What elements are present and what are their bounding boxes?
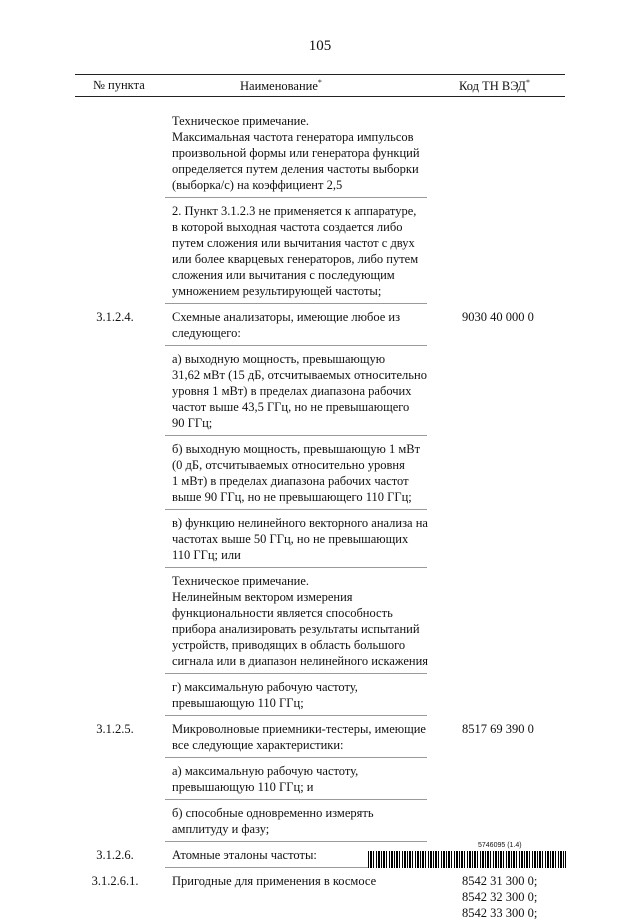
description-line: все следующие характеристики: [172, 738, 344, 752]
description-line: 90 ГГц; [172, 416, 213, 430]
row-divider [165, 799, 427, 800]
description-line: б) выходную мощность, превышающую 1 мВт [172, 442, 421, 456]
description-line: превышающую 110 ГГц; [172, 696, 304, 710]
code-line: 8542 32 300 0; [462, 890, 538, 904]
description-line: амплитуду и фазу; [172, 822, 270, 836]
description-line: а) выходную мощность, превышающую [172, 352, 386, 366]
description-line: а) максимальную рабочую частоту, [172, 764, 359, 778]
item-code [462, 309, 562, 325]
barcode-icon [368, 851, 566, 868]
row-divider [165, 757, 427, 758]
description-line: б) способные одновременно измерять [172, 806, 374, 820]
description-line: 2. Пункт 3.1.2.3 не применяется к аппаратуре, [172, 204, 417, 218]
description-line: 1 мВт) в пределах диапазона рабочих частот [172, 474, 409, 488]
description-line: 110 ГГц; или [172, 548, 241, 562]
description-line: произвольной формы или генератора функций [172, 146, 420, 160]
row-divider [165, 303, 427, 304]
item-code [462, 721, 562, 737]
row-divider [165, 345, 427, 346]
description-line: функциональности является способность [172, 606, 393, 620]
item-description [172, 573, 452, 669]
item-description [172, 309, 452, 341]
item-description [172, 873, 452, 889]
description-line: следующего: [172, 326, 241, 340]
description-line: (0 дБ, отсчитываемых относительно уровня [172, 458, 405, 472]
item-number: 3.1.2.4. [96, 310, 134, 324]
description-line: определяется путем деления частоты выборки [172, 162, 419, 176]
code-line: 9030 40 000 0 [462, 310, 534, 324]
description-line: Микроволновые приемники-тестеры, имеющие [172, 722, 426, 736]
description-line: 31,62 мВт (15 дБ, отсчитываемых относительно [172, 368, 427, 382]
description-line: Максимальная частота генератора импульсов [172, 130, 414, 144]
description-line: в) функцию нелинейного векторного анализа на [172, 516, 428, 530]
code-line: 8542 33 300 0; [462, 906, 538, 920]
description-line: частотах выше 50 ГГц, но не превышающих [172, 532, 409, 546]
description-line: Техническое примечание. [172, 574, 310, 588]
description-line: выше 90 ГГц, но не превышающего 110 ГГц; [172, 490, 412, 504]
item-number: 3.1.2.5. [96, 722, 134, 736]
item-description [172, 763, 452, 795]
item-code [462, 873, 562, 921]
item-description [172, 203, 452, 299]
header-item-number: № пункта [93, 78, 145, 92]
description-line: прибора анализировать результаты испытаний [172, 622, 420, 636]
description-line: устройств, приводящих в область большого [172, 638, 406, 652]
code-line: 8542 31 300 0; [462, 874, 538, 888]
item-description [172, 721, 452, 753]
description-line: превышающую 110 ГГц; и [172, 780, 314, 794]
item-description [172, 351, 452, 431]
description-line: сложения или вычитания с последующим [172, 268, 395, 282]
footnote-mark: * [525, 78, 530, 87]
header-rule-bottom [75, 96, 565, 97]
header-rule-top [75, 74, 565, 75]
description-line: Нелинейным вектором измерения [172, 590, 353, 604]
item-description [172, 805, 452, 837]
description-line: или более кварцевых генераторов, либо путем [172, 252, 419, 266]
barcode-number: 5746095 (1.4) [478, 842, 522, 849]
row-divider [165, 567, 427, 568]
item-description [172, 679, 452, 711]
item-number: 3.1.2.6. [96, 848, 134, 862]
header-code: Код ТН ВЭД* [459, 78, 530, 94]
row-divider [165, 715, 427, 716]
description-line: умножением результирующей частоты; [172, 284, 382, 298]
row-divider [165, 673, 427, 674]
code-line: 8517 69 390 0 [462, 722, 534, 736]
row-divider [165, 197, 427, 198]
row-divider [165, 509, 427, 510]
description-line: г) максимальную рабочую частоту, [172, 680, 358, 694]
row-divider [165, 435, 427, 436]
description-line: Пригодные для применения в космосе [172, 874, 377, 888]
description-line: уровня 1 мВт) в пределах диапазона рабочих [172, 384, 412, 398]
item-description [172, 441, 452, 505]
description-line: Техническое примечание. [172, 114, 310, 128]
item-description [172, 113, 452, 193]
description-line: путем сложения или вычитания частот с двух [172, 236, 415, 250]
page-number: 105 [308, 38, 332, 54]
description-line: (выборка/с) на коэффициент 2,5 [172, 178, 343, 192]
description-line: сигнала или в диапазон нелинейного искажения [172, 654, 429, 668]
item-number: 3.1.2.6.1. [91, 874, 139, 888]
footnote-mark: * [317, 78, 322, 87]
description-line: частот выше 43,5 ГГц, но не превышающего [172, 400, 410, 414]
header-name: Наименование* [240, 78, 322, 94]
description-line: Атомные эталоны частоты: [172, 848, 317, 862]
row-divider [165, 841, 427, 842]
item-description [172, 515, 452, 563]
description-line: в которой выходная частота создается либо [172, 220, 403, 234]
description-line: Схемные анализаторы, имеющие любое из [172, 310, 401, 324]
